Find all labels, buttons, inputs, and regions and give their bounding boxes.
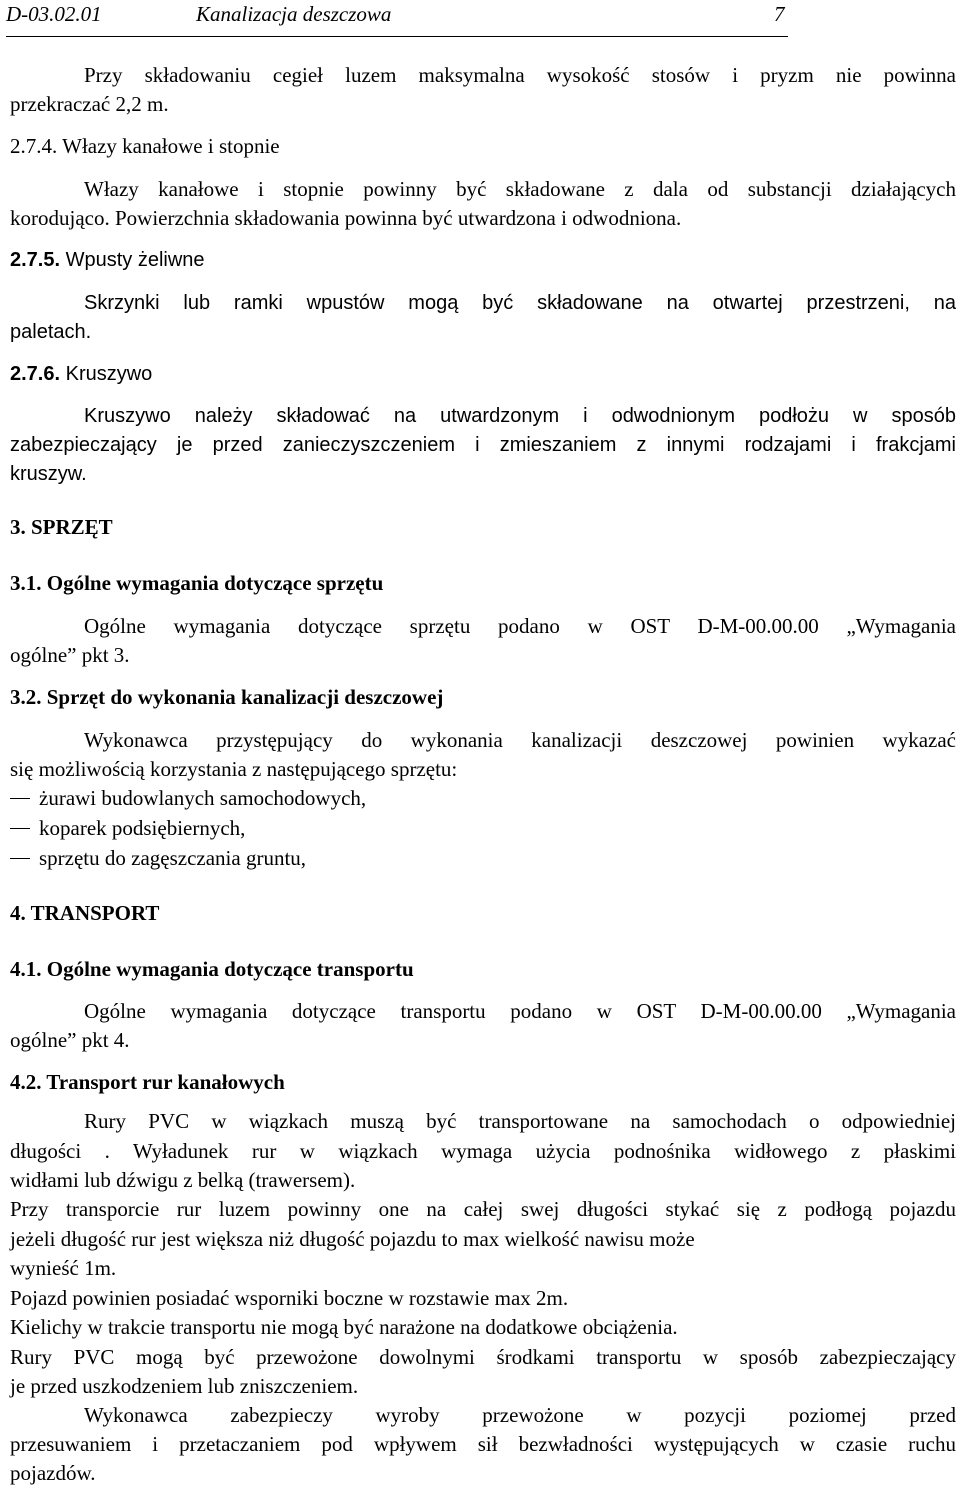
section-title: Kruszywo [60,363,153,385]
section-heading-3-2: 3.2. Sprzęt do wykonania kanalizacji deszczowej [10,685,444,709]
paragraph-line: widłami lub dźwigu z belką (trawersem). [10,1168,356,1192]
section-heading-2-7-6 [10,361,956,387]
dash-bullet [10,798,30,799]
paragraph-line: ogólne” pkt 3. [10,643,130,667]
paragraph-line: Pojazd powinien posiadać wsporniki boczne w rozstawie max 2m. [10,1286,569,1310]
paragraph-line: ogólne” pkt 4. [10,1028,130,1052]
list-item-text: żurawi budowlanych samochodowych, [39,786,367,810]
dash-bullet [10,828,30,829]
paragraph-line: Przy transporcie rur luzem powinny one na całej swej długości stykać się z podłogą pojazdu [10,1197,956,1221]
paragraph-line: korodująco. Powierzchnia składowania powinna być utwardzona i odwodniona. [10,206,682,230]
section-heading-4-2: 4.2. Transport rur kanałowych [10,1070,285,1094]
paragraph-line: Wykonawca przystępujący do wykonania kanalizacji deszczowej powinien wykazać [84,728,956,752]
section-heading-2-7-4: 2.7.4. Włazy kanałowe i stopnie [10,134,280,158]
paragraph-line: jeżeli długość rur jest większa niż długość pojazdu to max wielkość nawisu może [10,1227,695,1251]
header-title: Kanalizacja deszczowa [196,2,392,26]
paragraph-line: Ogólne wymagania dotyczące sprzętu podano w OST D-M-00.00.00 „Wymagania [84,614,956,638]
paragraph-line: się możliwością korzystania z następującego sprzętu: [10,757,458,781]
paragraph-line: zabezpieczający je przed zanieczyszczeniem i zmieszaniem z innymi rodzajami i frakcjami [10,434,956,456]
paragraph-line: przesuwaniem i przetaczaniem pod wpływem sił bezwładności występujących w czasie ruchu [10,1432,956,1456]
paragraph-line: Wykonawca zabezpieczy wyroby przewożone w pozycji poziomej przed [84,1403,956,1427]
section-title: Wpusty żeliwne [60,249,205,271]
section-number: 2.7.6. [10,363,61,385]
paragraph-line: Kruszywo należy składować na utwardzonym i odwodnionym podłożu w sposób [84,405,956,427]
paragraph-line: Skrzynki lub ramki wpustów mogą być składowane na otwartej przestrzeni, na [84,292,956,314]
paragraph-line: wynieść 1m. [10,1256,117,1280]
paragraph-line: Kielichy w trakcie transportu nie mogą być narażone na dodatkowe obciążenia. [10,1315,678,1339]
paragraph-line: Ogólne wymagania dotyczące transportu podano w OST D-M-00.00.00 „Wymagania [84,999,956,1023]
dash-bullet [10,858,30,859]
paragraph-line: Przy składowaniu cegieł luzem maksymalna wysokość stosów i pryzm nie powinna [84,63,956,87]
section-heading-3-1: 3.1. Ogólne wymagania dotyczące sprzętu [10,571,384,595]
list-item-text: koparek podsiębiernych, [39,816,246,840]
paragraph-line: Włazy kanałowe i stopnie powinny być składowane z dala od substancji działających [84,177,956,201]
page-header [6,0,788,37]
header-page-number: 7 [774,2,785,26]
paragraph-line: długości . Wyładunek rur w wiązkach wymaga użycia podnośnika widłowego z płaskimi [10,1139,956,1163]
section-heading-2-7-5 [10,247,956,273]
section-heading-4-1: 4.1. Ogólne wymagania dotyczące transportu [10,957,414,981]
paragraph-line: paletach. [10,321,92,343]
paragraph-line: kruszyw. [10,463,87,485]
chapter-heading-4: 4. TRANSPORT [10,901,160,925]
chapter-heading-3: 3. SPRZĘT [10,515,113,539]
section-number: 2.7.5. [10,249,61,271]
paragraph-line: je przed uszkodzeniem lub zniszczeniem. [10,1374,359,1398]
paragraph-line: Rury PVC w wiązkach muszą być transportowane na samochodach o odpowiedniej [84,1109,956,1133]
paragraph-line: Rury PVC mogą być przewożone dowolnymi środkami transportu w sposób zabezpieczający [10,1345,956,1369]
paragraph-line: pojazdów. [10,1461,96,1485]
paragraph-line: przekraczać 2,2 m. [10,92,169,116]
header-spec-code: D-03.02.01 [6,2,102,26]
list-item-text: sprzętu do zagęszczania gruntu, [39,846,307,870]
